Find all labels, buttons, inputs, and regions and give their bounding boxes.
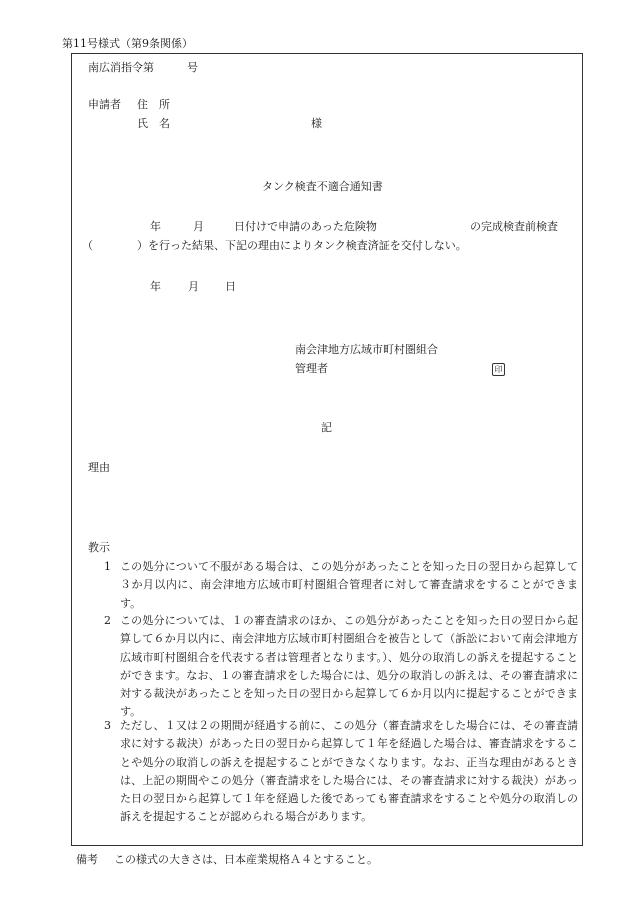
- applicant-honorific: 様: [311, 117, 322, 130]
- document-number: 南広消指令第 号: [88, 61, 198, 74]
- instruction-text: この処分については、１の審査請求のほか、この処分があったことを知った日の翌日から起算して６か月以内に、南会津地方広域市町村圏組合を被告として（訴訟において南会津地方広域市町村圏組合を代表する者は管理者となります。）、処分の取消しの訴えを提起することができます。なお、１の審査請求をした場合には、処分の取消しの訴えは、その審査請求に対する裁決があったことを知った日の翌日から起算して６か月以内に提起することができます。: [120, 614, 578, 719]
- applicant-address-label: 住 所: [137, 98, 170, 111]
- instruction-number: 2: [104, 614, 111, 627]
- document-title: タンク検査不適合通知書: [262, 180, 383, 193]
- remarks-text: この様式の大きさは、日本産業規格Ａ４とすること。: [114, 853, 378, 866]
- applicant-label: 申請者: [88, 98, 121, 111]
- notice-text-end: の完成検査前検査: [470, 220, 558, 233]
- date-month: 月: [188, 280, 199, 293]
- instruction-item-1: [104, 558, 578, 613]
- notice-text: 日付けで申請のあった危険物: [234, 220, 377, 233]
- instruction-item-3: [104, 717, 578, 827]
- date-year: 年: [150, 280, 161, 293]
- ki-heading: 記: [321, 421, 332, 434]
- reason-label: 理由: [88, 461, 110, 474]
- date-day: 日: [225, 280, 236, 293]
- notice-month: 月: [193, 220, 204, 233]
- applicant-name-label: 氏 名: [137, 117, 170, 130]
- seal-mark: [492, 362, 505, 376]
- instruction-number: 1: [104, 560, 111, 573]
- instruction-number: 3: [104, 719, 111, 732]
- notice-year: 年: [150, 220, 161, 233]
- issuer-organization: 南会津地方広域市町村圏組合: [295, 343, 438, 356]
- issuer-role: 管理者: [295, 362, 328, 375]
- instructions-label: 教示: [88, 541, 110, 554]
- seal-icon: 印: [492, 363, 505, 376]
- instruction-item-2: [104, 612, 578, 722]
- remarks-label: 備考: [76, 853, 98, 866]
- instruction-text: ただし、１又は２の期間が経過する前に、この処分（審査請求をした場合には、その審査請求に対する裁決）があった日の翌日から起算して１年を経過した場合は、審査請求をすることや処分の取消しの訴えを提起することができなくなります。なお、正当な理由があるときは、上記の期間やこの処分（審査請求をした場合には、その審査請求に対する裁決）があった日の翌日から起算して１年を経過した後であっても審査請求をすることや処分の取消しの訴えを提起することが認められる場合があります。: [120, 719, 578, 824]
- instruction-text: この処分について不服がある場合は、この処分があったことを知った日の翌日から起算して３か月以内に、南会津地方広域市町村圏組合管理者に対して審査請求をすることができます。: [120, 560, 578, 610]
- form-label: 第11号様式（第9条関係）: [62, 37, 193, 50]
- notice-text-line2: （ ）を行った結果、下記の理由によりタンク検査済証を交付しない。: [82, 239, 467, 252]
